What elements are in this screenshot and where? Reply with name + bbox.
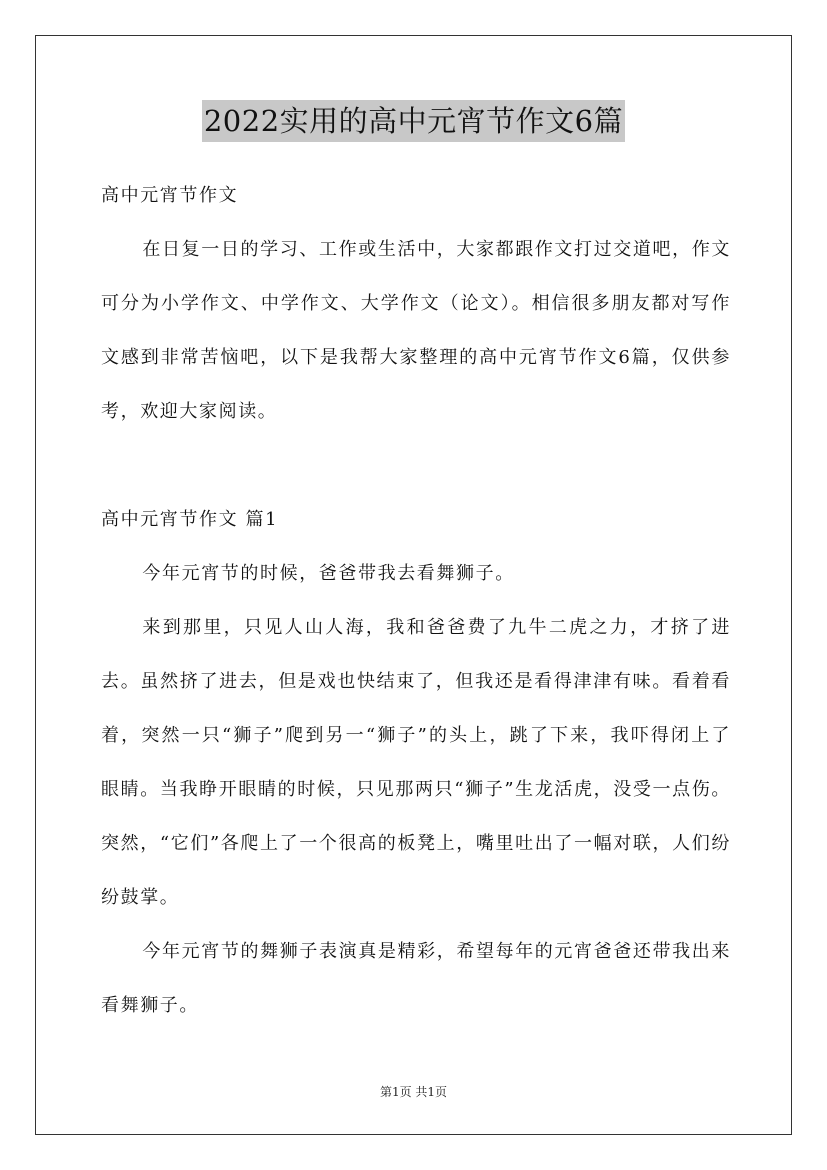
- title-container: [0, 100, 827, 142]
- body-paragraph-1: 今年元宵节的时候，爸爸带我去看舞狮子。: [142, 563, 515, 584]
- intro-heading: 高中元宵节作文: [101, 185, 239, 206]
- body-paragraph-3: 今年元宵节的舞狮子表演真是精彩，希望每年的元宵爸爸还带我出来看舞狮子。: [101, 941, 731, 1016]
- body-paragraph-2: 来到那里，只见人山人海，我和爸爸费了九牛二虎之力，才挤了进去。虽然挤了进去，但是戏也快结束了，但我还是看得津津有味。看着看着，突然一只“狮子”爬到另一“狮子”的头上，跳了下来，我吓得闭上了眼睛。当我睁开眼睛的时候，只见那两只“狮子”生龙活虎，没受一点伤。突然，“它们”各爬上了一个很高的板凳上，嘴里吐出了一幅对联，人们纷纷鼓掌。: [101, 617, 731, 908]
- intro-paragraph: 在日复一日的学习、工作或生活中，大家都跟作文打过交道吧，作文可分为小学作文、中学作文、大学作文（论文）。相信很多朋友都对写作文感到非常苦恼吧，以下是我帮大家整理的高中元宵节作文6篇，仅供参考，欢迎大家阅读。: [101, 239, 731, 422]
- document-title: 2022实用的高中元宵节作文6篇: [202, 100, 625, 142]
- section-heading: 高中元宵节作文 篇1: [101, 509, 279, 530]
- page-footer: [0, 1082, 827, 1102]
- page-number-text: 第1页 共1页: [379, 1085, 448, 1099]
- document-body: [101, 169, 731, 1033]
- section-spacer: [101, 439, 731, 493]
